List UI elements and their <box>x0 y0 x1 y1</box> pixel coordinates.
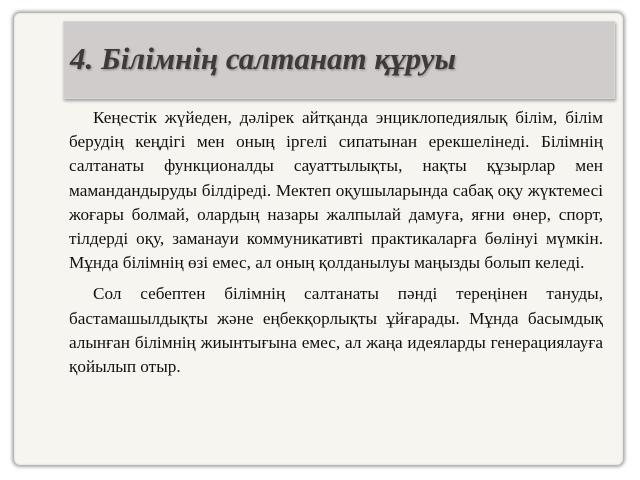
title-bar <box>63 21 615 99</box>
slide-body <box>69 106 603 379</box>
slide-title: 4. Білімнің салтанат құруы <box>70 41 456 76</box>
body-paragraph-2: Сол себептен білімнің салтанаты пәнді тереңінен тануды, бастамашылдықты және еңбекқорлықты ұйғарады. Мұнда басымдық алынған білімнің жиынтығына емес, ал жаңа идеяларды генерациялауға қойылып отыр. <box>69 284 603 377</box>
body-paragraph-1: Кеңестік жүйеден, дәлірек айтқанда энциклопедиялық білім, білім берудің кеңдігі мен оның іргелі сипатынан ерекшелінеді. Білімнің салтанаты функционалды сауаттылықты, нақты құзырлар мен мамандандыруды білдіреді. Мектеп оқушыларында сабақ оқу жүктемесі жоғары болмай, олардың назары жалпылай дамуға, яғни өнер, спорт, тілдерді оқу, заманауи коммуникативті практикаларға бөлінуі мүмкін. Мұнда білімнің өзі емес, ал оның қолданылуы маңызды болып келеді. <box>69 108 603 273</box>
